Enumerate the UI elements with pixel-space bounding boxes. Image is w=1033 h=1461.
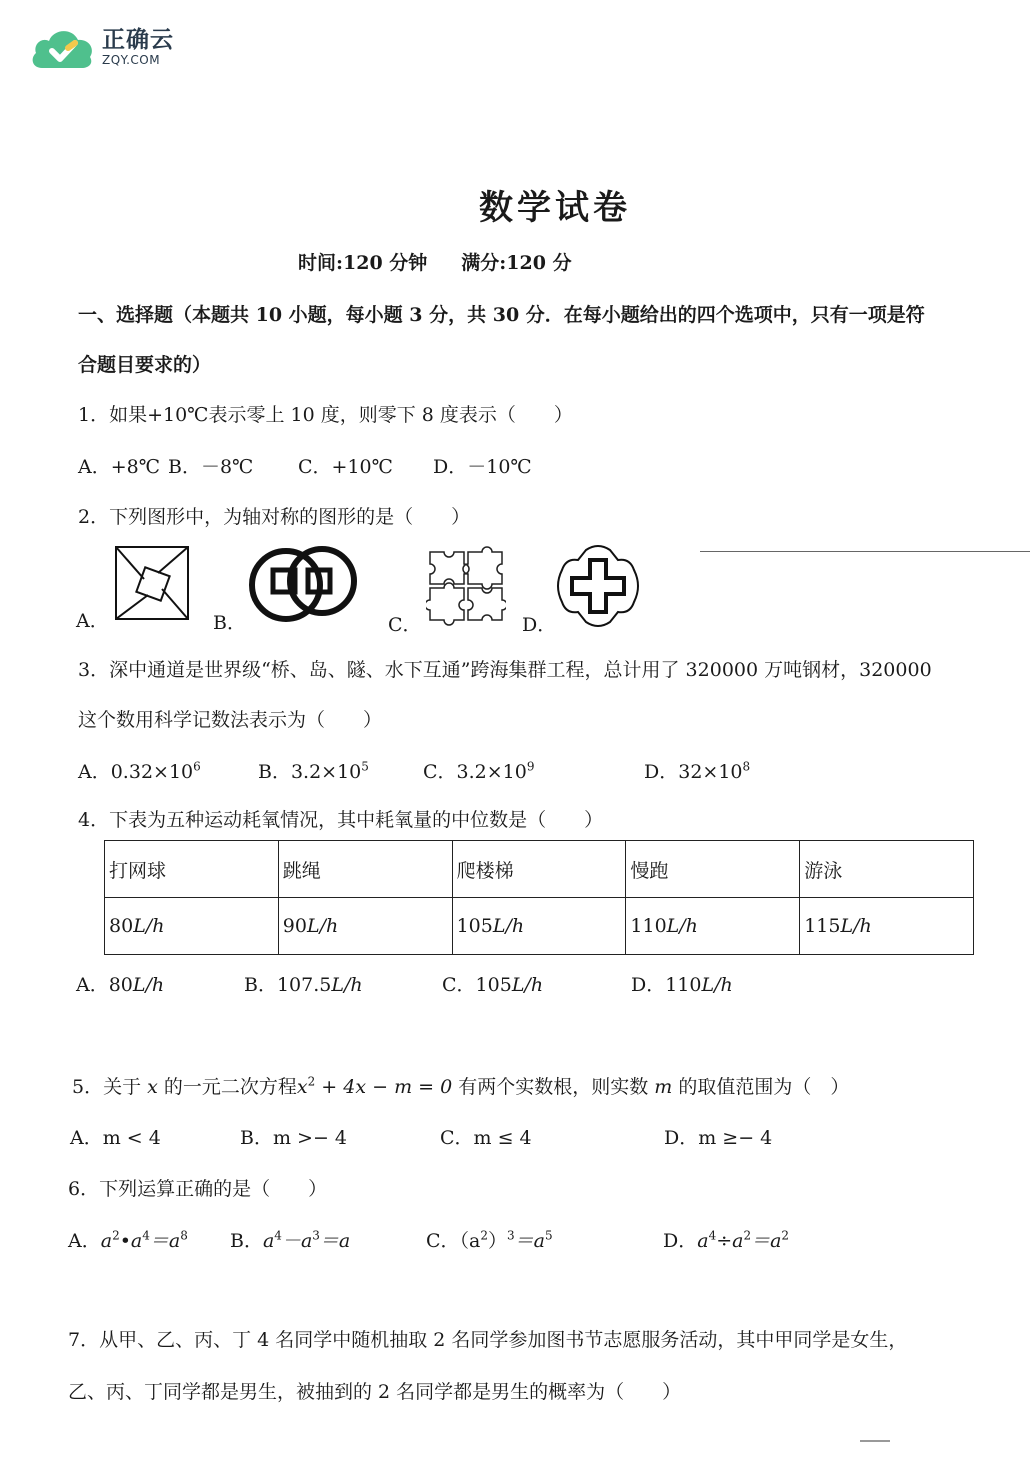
question-7-line1: 7．从甲、乙、丙、丁 4 名同学中随机抽取 2 名同学参加图书节志愿服务活动，其中甲同学是女生， [68,1329,908,1351]
q3-option-d: D．$32\times 10^8$ [644,759,751,783]
q5-option-c: C．m ≤ 4 [440,1127,532,1149]
table-cell: 115L/h [800,898,974,955]
section-heading-line2: 合题目要求的） [78,354,212,376]
logo-domain: ZQY.COM [102,53,161,67]
figure-d-cross-flower [556,544,640,632]
q1-option-d: D．－10℃ [433,456,532,478]
q3-option-a: A．$0.32\times 10^6$ [78,759,201,783]
question-6-stem: 6．下列运算正确的是（ ） [68,1178,328,1200]
q5-option-a: A．m < 4 [70,1127,161,1149]
table-header-cell: 打网球 [105,841,279,898]
scan-mark [860,1440,890,1442]
question-5-stem: 5．关于 x 的一元二次方程$x^2 + 4x - m = 0$ 有两个实数根，则实数 m 的取值范围为（ ） [72,1074,850,1098]
q1-option-c: C．+10℃ [298,456,393,478]
table-header-cell: 爬楼梯 [452,841,626,898]
q4-option-b: B．107.5L/h [244,974,363,996]
q4-option-c: C．105L/h [442,974,544,996]
figure-a-pinwheel-square [114,545,192,627]
q6-option-c: C．$(a^2)^3=a^5$ [426,1228,553,1252]
question-3-line2: 这个数用科学记数法表示为（ ） [78,709,383,731]
q2-label-a: A． [76,610,109,632]
exam-score: 满分:120 分 [461,252,572,274]
exam-meta [298,248,572,275]
cloud-check-icon [28,24,98,70]
table-header-cell: 游泳 [800,841,974,898]
question-1-stem: 1．如果+10℃表示零上 10 度，则零下 8 度表示（ ） [78,404,573,426]
q2-label-d: D． [522,614,557,636]
q1-option-b: B．－8℃ [168,456,254,478]
question-2-stem: 2．下列图形中，为轴对称的图形的是（ ） [78,506,471,528]
q6-option-a: A．$a^2•a^4=a^8$ [68,1228,188,1252]
question-4-stem: 4．下表为五种运动耗氧情况，其中耗氧量的中位数是（ ） [78,809,604,831]
q4-option-a: A．80L/h [76,974,165,996]
table-header-row [105,841,974,898]
question-3-line1: 3．深中通道是世界级“桥、岛、隧、水下互通”跨海集群工程，总计用了 320000 万吨钢材，320000 [78,659,932,681]
logo [28,24,174,70]
page-title: 数学试卷 [479,188,631,228]
q2-label-b: B． [213,612,246,634]
table-header-cell: 跳绳 [278,841,452,898]
q1-option-a: A．+8℃ [78,456,160,478]
scan-line [700,551,1030,552]
q5-option-d: D．m ≥− 4 [664,1127,773,1149]
q6-option-b: B．$a^4-a^3=a$ [230,1228,351,1252]
table-cell: 90L/h [278,898,452,955]
figure-b-interlocking-coins [246,543,362,631]
table-cell: 80L/h [105,898,279,955]
oxygen-table [104,840,974,955]
q5-option-b: B．m >− 4 [240,1127,347,1149]
figure-c-puzzle-pieces [426,546,506,630]
logo-name: 正确云 [102,27,174,53]
question-7-line2: 乙、丙、丁同学都是男生，被抽到的 2 名同学都是男生的概率为（ ） [68,1381,682,1403]
table-cell: 110L/h [626,898,800,955]
q3-option-b: B．$3.2\times 10^5$ [258,759,369,783]
table-row [105,898,974,955]
table-header-cell: 慢跑 [626,841,800,898]
q4-option-d: D．110L/h [631,974,733,996]
table-cell: 105L/h [452,898,626,955]
section-heading-line1: 一、选择题（本题共 10 小题，每小题 3 分，共 30 分．在每小题给出的四个选项中，只有一项是符 [78,304,925,326]
q6-option-d: D．$a^4\div a^2=a^2$ [663,1228,790,1252]
q3-option-c: C．$3.2\times 10^9$ [423,759,535,783]
exam-time: 时间:120 分钟 [298,252,428,274]
q2-label-c: C． [388,614,422,636]
